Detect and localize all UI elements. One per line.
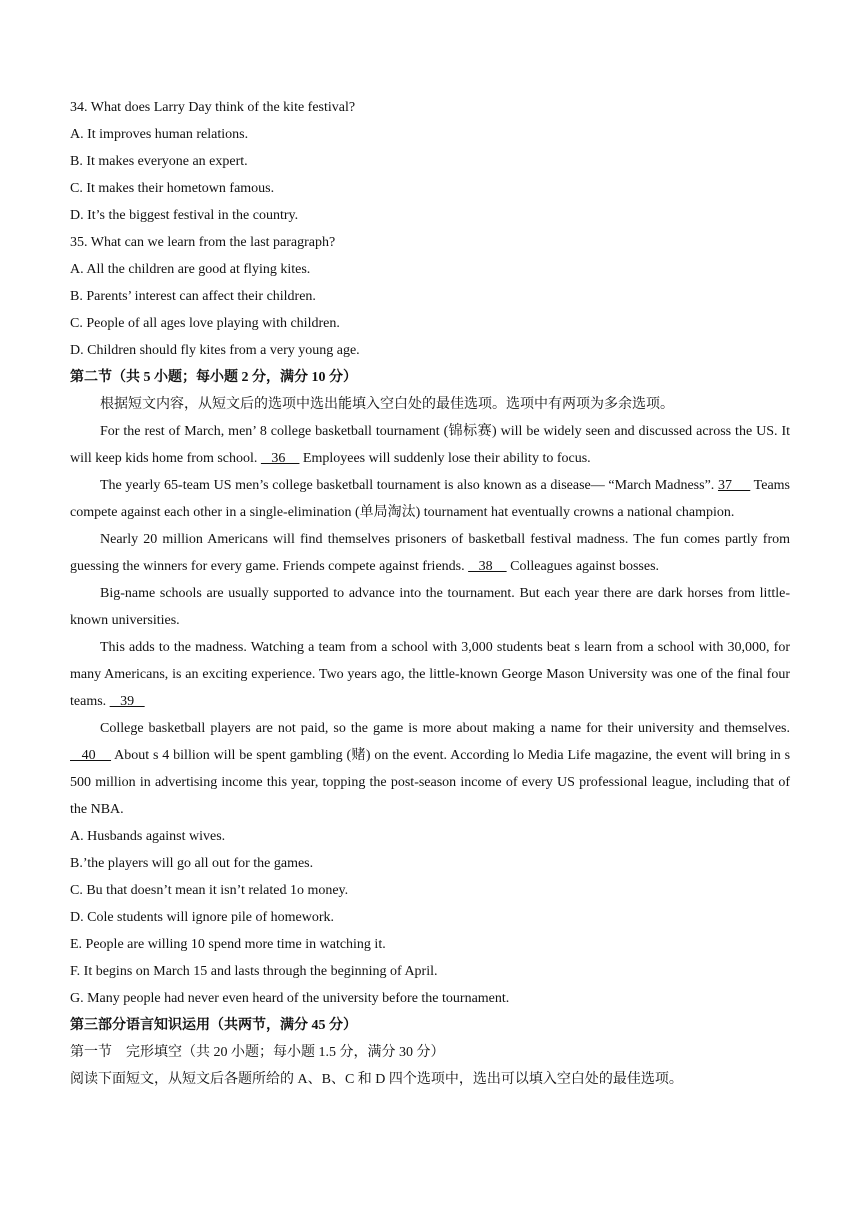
- passage-paragraph-2: [70, 472, 790, 526]
- passage-paragraph-1: [70, 418, 790, 472]
- section-2-option-b: B.’the players will go all out for the games.: [70, 856, 314, 871]
- part-3-heading: 第三部分语言知识运用（共两节，满分 45 分）: [70, 1018, 357, 1033]
- blank-39: 39: [109, 694, 145, 709]
- q34-option-d: D. It’s the biggest festival in the country.: [70, 208, 299, 223]
- section-2-option-d: D. Cole students will ignore pile of homework.: [70, 910, 335, 925]
- passage-paragraph-6: [70, 715, 790, 823]
- paragraph-text: College basketball players are not paid, so the game is more about making a name for their university and themselves.: [100, 721, 790, 736]
- blank-38: 38: [468, 559, 507, 574]
- paragraph-text: The yearly 65-team US men’s college basketball tournament is also known as a disease— “March Madness”.: [100, 478, 718, 493]
- paragraph-text: For the rest of March, men’ 8 college basketball tournament (锦标赛) will be widely seen and discussed across the US. It will keep kids home from school.: [70, 424, 790, 466]
- paragraph-text: This adds to the madness. Watching a team from a school with 3,000 students beat s learn from a school with 30,000, for many Americans, is an exciting experience. Two years ago, the little-known George Mason University was one of the final four teams.: [70, 640, 790, 709]
- q35-option-c: C. People of all ages love playing with children.: [70, 316, 340, 331]
- passage-paragraph-5: [70, 634, 790, 715]
- q35-option-d: D. Children should fly kites from a very young age.: [70, 343, 360, 358]
- section-2-option-f: F. It begins on March 15 and lasts through the beginning of April.: [70, 964, 438, 979]
- section-2-option-c: C. Bu that doesn’t mean it isn’t related 1o money.: [70, 883, 349, 898]
- question-35-stem: 35. What can we learn from the last paragraph?: [70, 235, 336, 250]
- section-2-instruction: 根据短文内容，从短文后的选项中选出能填入空白处的最佳选项。选项中有两项为多余选项。: [100, 397, 674, 412]
- question-34-stem: 34. What does Larry Day think of the kite festival?: [70, 100, 356, 115]
- document-page: [70, 94, 790, 1093]
- blank-40: 40: [70, 748, 112, 763]
- q34-option-a: A. It improves human relations.: [70, 127, 249, 142]
- paragraph-text: Teams compete against each other in a single-elimination (单局淘汰) tournament hat eventually crowns a national champion.: [70, 478, 791, 520]
- section-2-option-e: E. People are willing 10 spend more time in watching it.: [70, 937, 386, 952]
- section-2-option-a: A. Husbands against wives.: [70, 829, 226, 844]
- q35-option-a: A. All the children are good at flying kites.: [70, 262, 311, 277]
- paragraph-text: Colleagues against bosses.: [506, 559, 660, 574]
- part-3-section-1-heading: 第一节 完形填空（共 20 小题；每小题 1.5 分，满分 30 分）: [70, 1045, 445, 1060]
- passage-paragraph-3: [70, 526, 790, 580]
- q34-option-b: B. It makes everyone an expert.: [70, 154, 248, 169]
- paragraph-text: About s 4 billion will be spent gambling (赌) on the event. According lo Media Life magazine, the event will bring in s 500 million in advertising income this year, topping the post-season income of every US professional league, including that of the NBA.: [70, 748, 791, 817]
- q35-option-b: B. Parents’ interest can affect their children.: [70, 289, 316, 304]
- paragraph-text: Nearly 20 million Americans will find themselves prisoners of basketball festival madness. The fun comes partly from guessing the winners for every game. Friends compete against friends.: [70, 532, 790, 574]
- paragraph-text: Employees will suddenly lose their ability to focus.: [299, 451, 591, 466]
- part-3-instruction: 阅读下面短文，从短文后各题所给的 A、B、C 和 D 四个选项中，选出可以填入空白处的最佳选项。: [70, 1072, 683, 1087]
- blank-36: 36: [260, 451, 300, 466]
- section-2-heading: 第二节（共 5 小题；每小题 2 分，满分 10 分）: [70, 370, 357, 385]
- blank-37: 37: [717, 478, 751, 493]
- section-2-option-g: G. Many people had never even heard of the university before the tournament.: [70, 991, 510, 1006]
- q34-option-c: C. It makes their hometown famous.: [70, 181, 275, 196]
- passage-paragraph-4: Big-name schools are usually supported to advance into the tournament. But each year there are dark horses from little-known universities.: [70, 586, 790, 628]
